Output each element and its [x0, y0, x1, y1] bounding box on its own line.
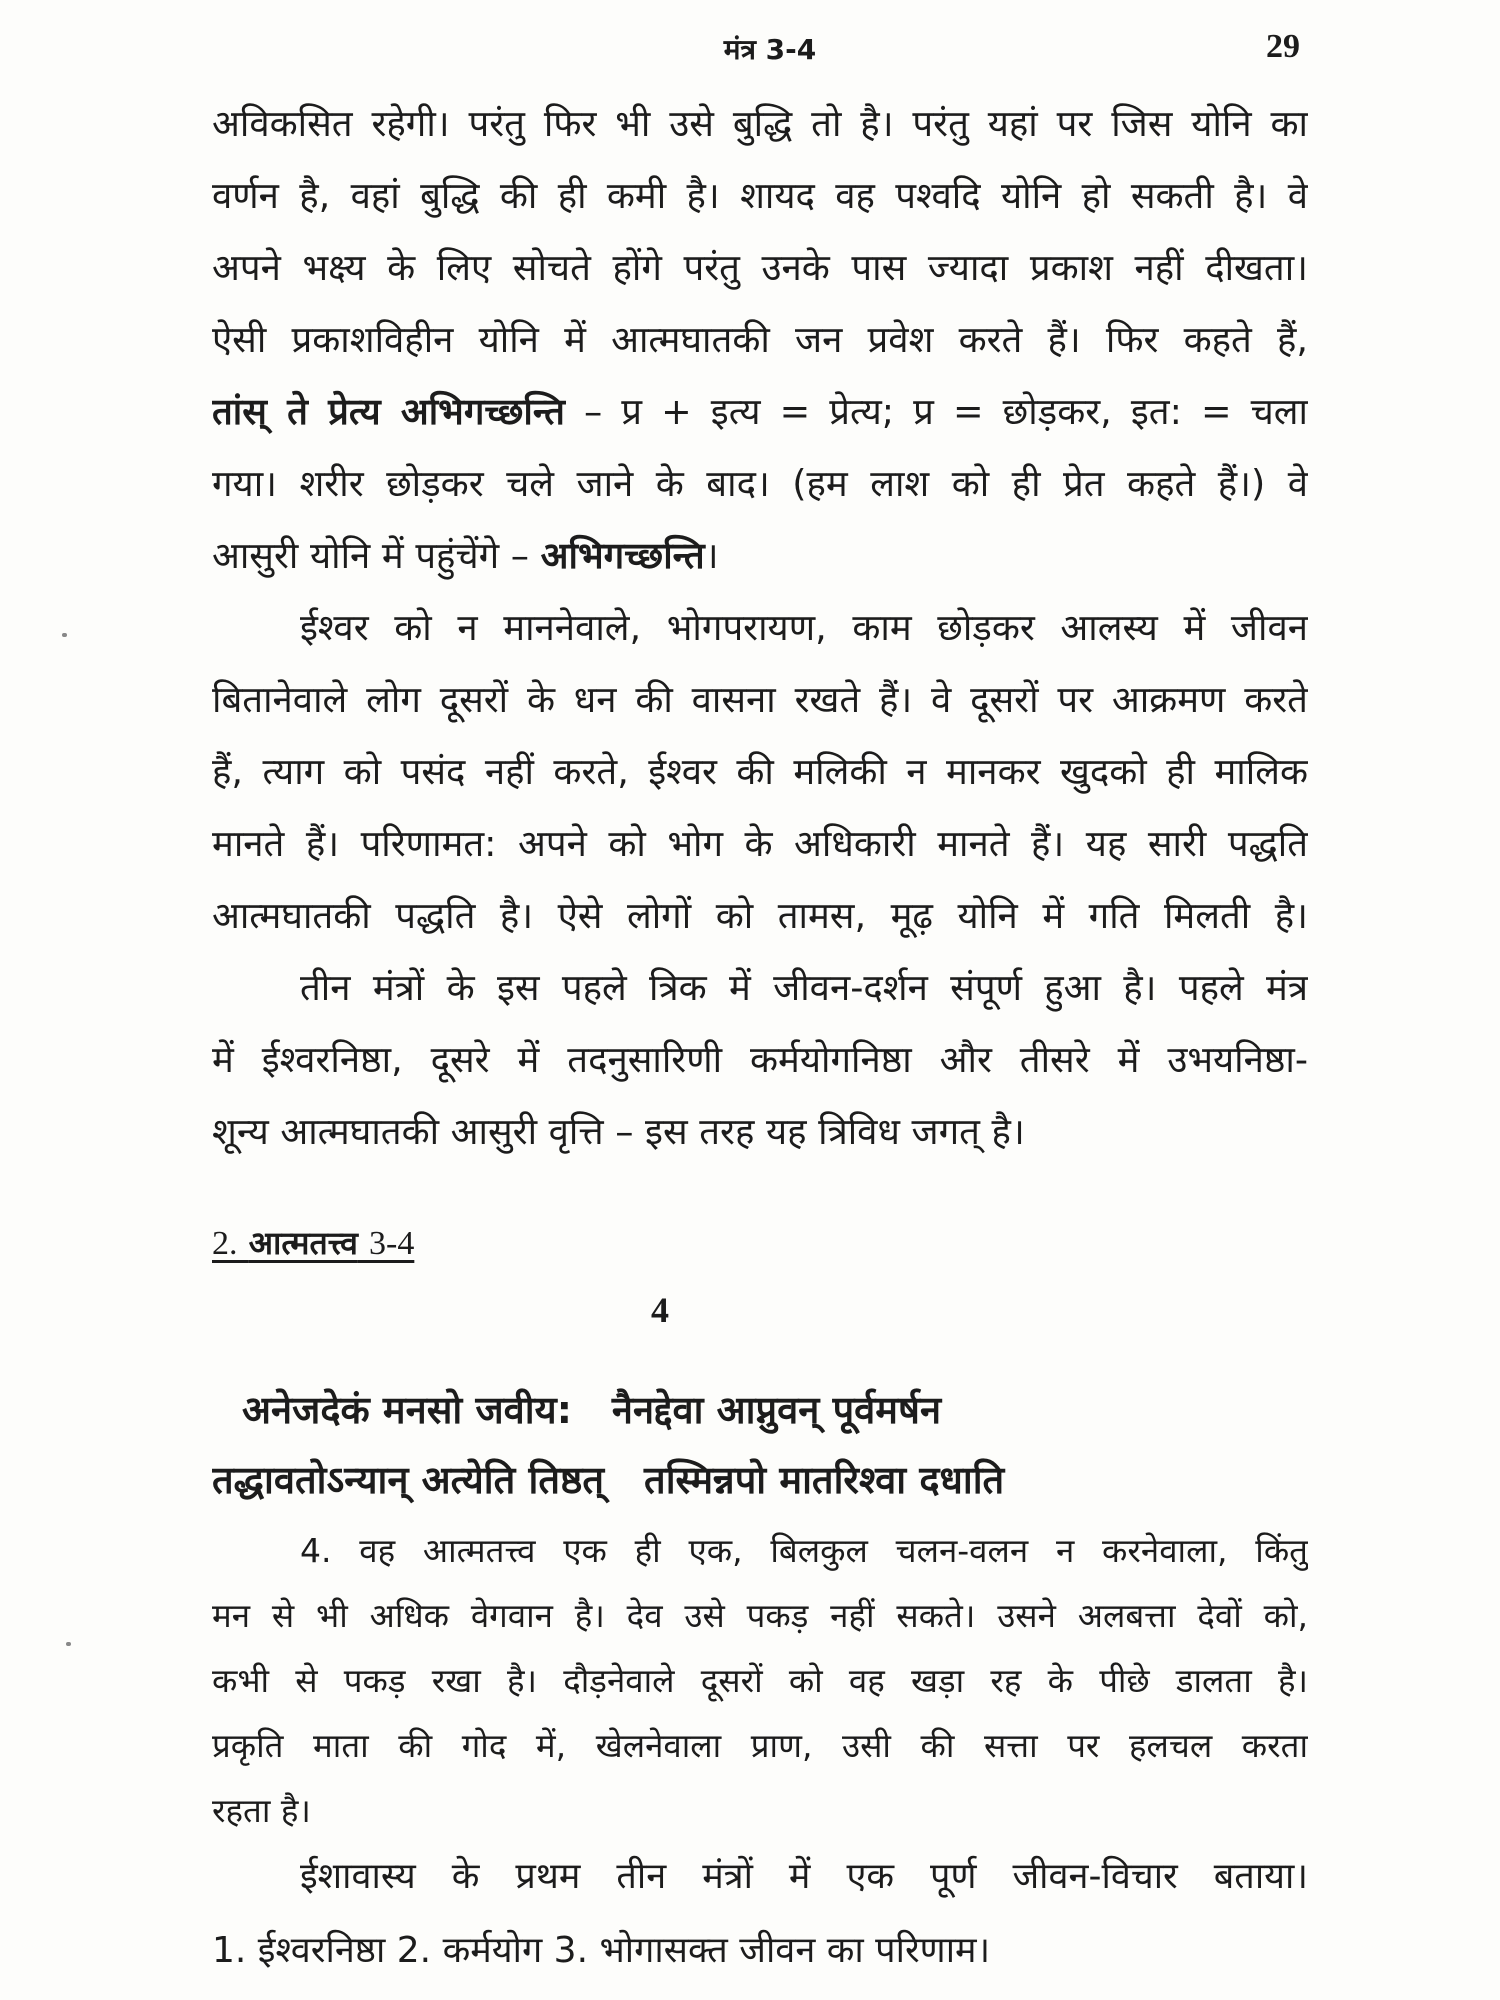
verse-line-1: [242, 1378, 1242, 1442]
paragraph-3: [212, 952, 1308, 1168]
scan-speck: [62, 633, 67, 637]
translation: [212, 1518, 1308, 1843]
verse-half: तस्मिन्नपो मातरिश्वा दधाति: [644, 1458, 1005, 1502]
text-line: वर्णन है, वहां बुद्धि की ही कमी है। शायद वह पश्वदि योनि हो सकती है। वे: [212, 174, 1308, 217]
text-line: आत्मघातकी पद्धति है। ऐसे लोगों को तामस, मूढ़ योनि में गति मिलती है।: [212, 894, 1308, 937]
verse-half: नैनद्देवा आप्नुवन् पूर्वमर्षन: [611, 1388, 942, 1432]
section-title: आत्मतत्त्व: [248, 1224, 358, 1262]
text-line: गया। शरीर छोड़कर चले जाने के बाद। (हम लाश को ही प्रेत कहते हैं।) वे: [212, 462, 1308, 505]
paragraph-2: [212, 592, 1308, 952]
text-line: तीन मंत्रों के इस पहले त्रिक में जीवन-दर्शन संपूर्ण हुआ है। पहले मंत्र: [300, 966, 1308, 1009]
mantra-number: 4: [651, 1290, 669, 1330]
text-line: में ईश्वरनिष्ठा, दूसरे में तदनुसारिणी कर्मयोगनिष्ठा और तीसरे में उभयनिष्ठा-: [212, 1038, 1308, 1081]
running-head: मंत्र 3-4: [723, 33, 817, 66]
verse-line-2: [212, 1448, 1212, 1512]
text-span: आसुरी योनि में पहुंचेंगे –: [212, 534, 541, 577]
section-range: 3-4: [369, 1225, 415, 1262]
text-line: रहता है।: [212, 1791, 311, 1830]
text-line: 4. वह आत्मतत्त्व एक ही एक, बिलकुल चलन-वलन न करनेवाला, किंतु: [300, 1531, 1308, 1570]
section-number: 2.: [212, 1225, 238, 1262]
text-line: मन से भी अधिक वेगवान है। देव उसे पकड़ नहीं सकते। उसने अलबत्ता देवों को,: [212, 1596, 1308, 1635]
text-line-with-bold: [212, 376, 1308, 448]
text-line: हैं, त्याग को पसंद नहीं करते, ईश्वर की मलिकी न मानकर खुदको ही मालिक: [212, 750, 1308, 793]
text-line: 1. ईश्वरनिष्ठा 2. कर्मयोग 3. भोगासक्त जीवन का परिणाम।: [212, 1930, 991, 1971]
text-line-with-bold: [212, 520, 1308, 592]
text-line: ईश्वर को न माननेवाले, भोगपरायण, काम छोड़कर आलस्य में जीवन: [300, 606, 1308, 649]
text-line: कभी से पकड़ रखा है। दौड़नेवाले दूसरों को वह खड़ा रह के पीछे डालता है।: [212, 1661, 1308, 1700]
text-line: शून्य आत्मघातकी आसुरी वृत्ति – इस तरह यह त्रिविध जगत् है।: [212, 1110, 1025, 1153]
text-line: ऐसी प्रकाशविहीन योनि में आत्मघातकी जन प्रवेश करते हैं। फिर कहते हैं,: [212, 318, 1308, 361]
paragraph-1: [212, 88, 1308, 592]
text-line: अविकसित रहेगी। परंतु फिर भी उसे बुद्धि तो है। परंतु यहां पर जिस योनि का: [212, 102, 1308, 145]
verse-half: अनेजदेकं मनसो जवीय:: [242, 1388, 572, 1432]
scan-speck: [66, 1642, 71, 1646]
text-line: प्रकृति माता की गोद में, खेलनेवाला प्राण, उसी की सत्ता पर हलचल करता: [212, 1726, 1308, 1765]
verse-half: तद्धावतोऽन्यान् अत्येति तिष्ठत्: [212, 1458, 605, 1502]
section-heading: [212, 1215, 612, 1271]
text-line: मानते हैं। परिणामत: अपने को भोग के अधिकारी मानते हैं। यह सारी पद्धति: [212, 822, 1308, 865]
bold-term: तांस् ते प्रेत्य अभिगच्छन्ति: [212, 390, 565, 433]
text-span: ।: [704, 534, 719, 577]
text-line: अपने भक्ष्य के लिए सोचते होंगे परंतु उनके पास ज्यादा प्रकाश नहीं दीखता।: [212, 246, 1308, 289]
bold-term: अभिगच्छन्ति: [540, 534, 705, 577]
text-line: ईशावास्य के प्रथम तीन मंत्रों में एक पूर्ण जीवन-विचार बताया।: [300, 1856, 1308, 1897]
summary: [212, 1840, 1308, 1988]
page-number: 29: [1266, 28, 1300, 65]
text-line: बितानेवाले लोग दूसरों के धन की वासना रखते हैं। वे दूसरों पर आक्रमण करते: [212, 678, 1308, 721]
text-span: – प्र + इत्य = प्रेत्य; प्र = छोड़कर, इत: = चला: [564, 390, 1308, 433]
